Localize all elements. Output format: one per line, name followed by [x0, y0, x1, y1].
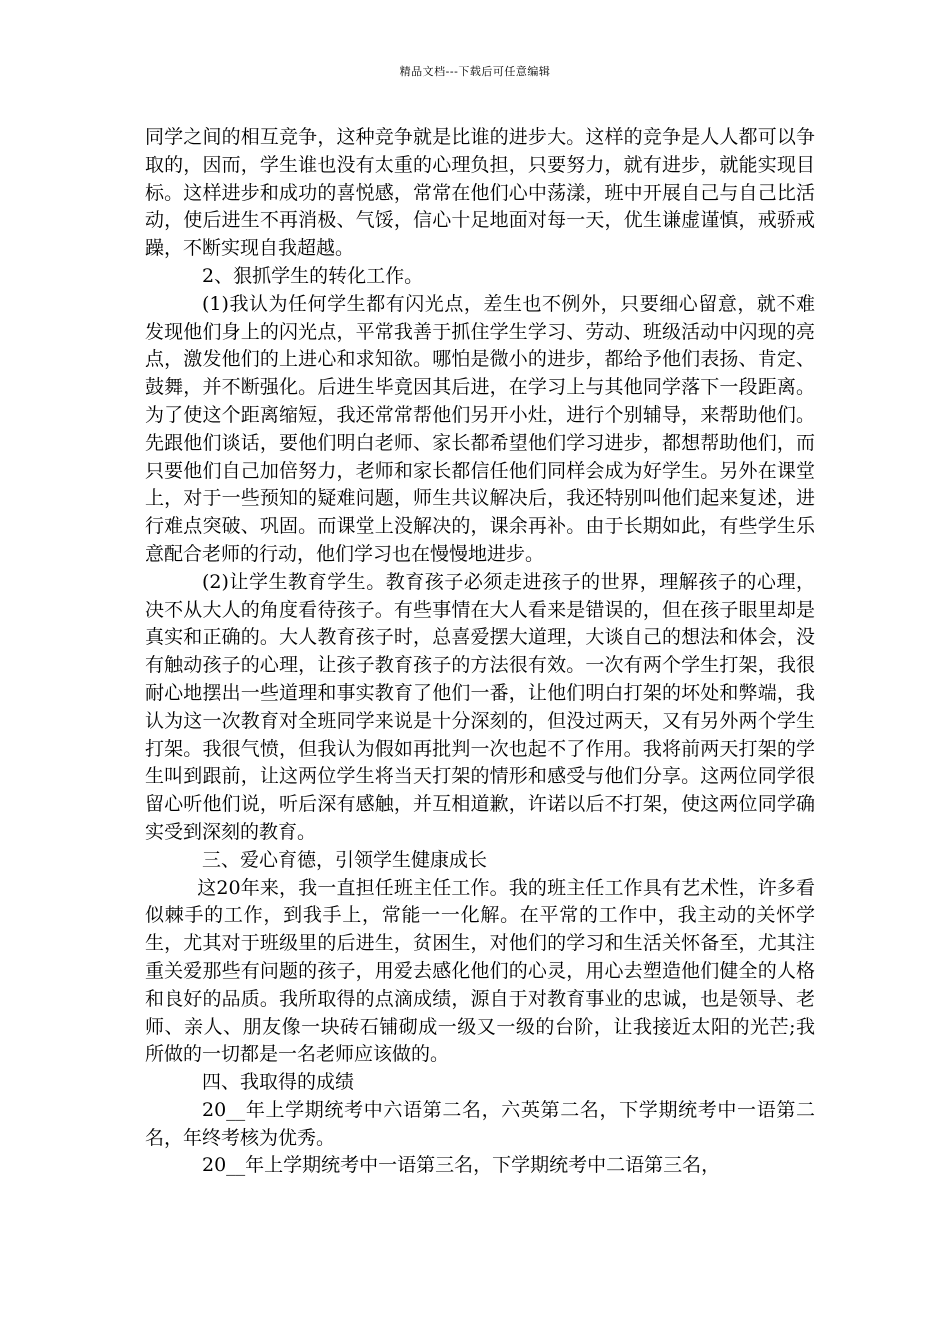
- heading-student-transformation: 2、狠抓学生的转化工作。: [202, 264, 424, 287]
- paragraph-achievement-year-2: 20__年上学期统考中一语第三名，下学期统考中二语第三名，: [202, 1154, 721, 1177]
- paragraph-bright-spots: (1)我认为任何学生都有闪光点，差生也不例外，只要细心留意，就不难发现他们身上的闪光点，平常我善于抓住学生学习、劳动、班级活动中闪现的亮点，激发他们的上进心和求知欲。哪怕是微小的进步，都给予他们表扬、肯定、鼓舞，并不断强化。后进生毕竟因其后进，在学习上与其他同学落下一段距离。为了使这个距离缩短，我还常常帮他们另开小灶，进行个别辅导，来帮助他们。先跟他们谈话，要他们明白老师、家长都希望他们学习进步，都想帮助他们，而只要他们自己加倍努力，老师和家长都信任他们同样会成为好学生。另外在课堂上，对于一些预知的疑难问题，师生共议解决后，我还特别叫他们起来复述，进行难点突破、巩固。而课堂上没解决的，课余再补。由于长期如此，有些学生乐意配合老师的行动，他们学习也在慢慢地进步。: [145, 292, 815, 565]
- page-header: 精品文档---下载后可任意编辑: [399, 65, 551, 78]
- document-body: [145, 124, 815, 1180]
- paragraph-achievement-year-1: 20__年上学期统考中六语第二名，六英第二名，下学期统考中一语第二名，年终考核为优秀。: [145, 1098, 815, 1149]
- paragraph-competition: 同学之间的相互竞争，这种竞争就是比谁的进步大。这样的竞争是人人都可以争取的，因而，学生谁也没有太重的心理负担，只要努力，就有进步，就能实现目标。这样进步和成功的喜悦感，常常在他们心中荡漾，班中开展自己与自己比活动，使后进生不再消极、气馁，信心十足地面对每一天，优生谦虚谨慎，戒骄戒躁，不断实现自我超越。: [145, 126, 815, 260]
- heading-achievements: 四、我取得的成绩: [202, 1071, 355, 1094]
- paragraph-students-educate-students: (2)让学生教育学生。教育孩子必须走进孩子的世界，理解孩子的心理，决不从大人的角度看待孩子。有些事情在大人看来是错误的，但在孩子眼里却是真实和正确的。大人教育孩子时，总喜爱摆大道理，大谈自己的想法和体会，没有触动孩子的心理，让孩子教育孩子的方法很有效。一次有两个学生打架，我很耐心地摆出一些道理和事实教育了他们一番，让他们明白打架的坏处和弊端，我认为这一次教育对全班同学来说是十分深刻的，但没过两天，又有另外两个学生打架。我很气愤，但我认为假如再批判一次也起不了作用。我将前两天打架的学生叫到跟前，让这两位学生将当天打架的情形和感受与他们分享。这两位同学很留心听他们说，听后深有感触，并互相道歉，许诺以后不打架，使这两位同学确实受到深刻的教育。: [145, 570, 815, 843]
- heading-love-and-virtue: 三、爱心育德，引领学生健康成长: [202, 848, 488, 871]
- paragraph-head-teacher-work: 这20年来，我一直担任班主任工作。我的班主任工作具有艺术性，许多看似棘手的工作，到我手上，常能一一化解。在平常的工作中，我主动的关怀学生，尤其对于班级里的后进生，贫困生，对他们的学习和生活关怀备至，尤其注重关爱那些有问题的孩子，用爱去感化他们的心灵，用心去塑造他们健全的人格和良好的品质。我所取得的点滴成绩，源自于对教育事业的忠诚，也是领导、老师、亲人、朋友像一块砖石铺砌成一级又一级的台阶，让我接近太阳的光芒;我所做的一切都是一名老师应该做的。: [145, 876, 815, 1066]
